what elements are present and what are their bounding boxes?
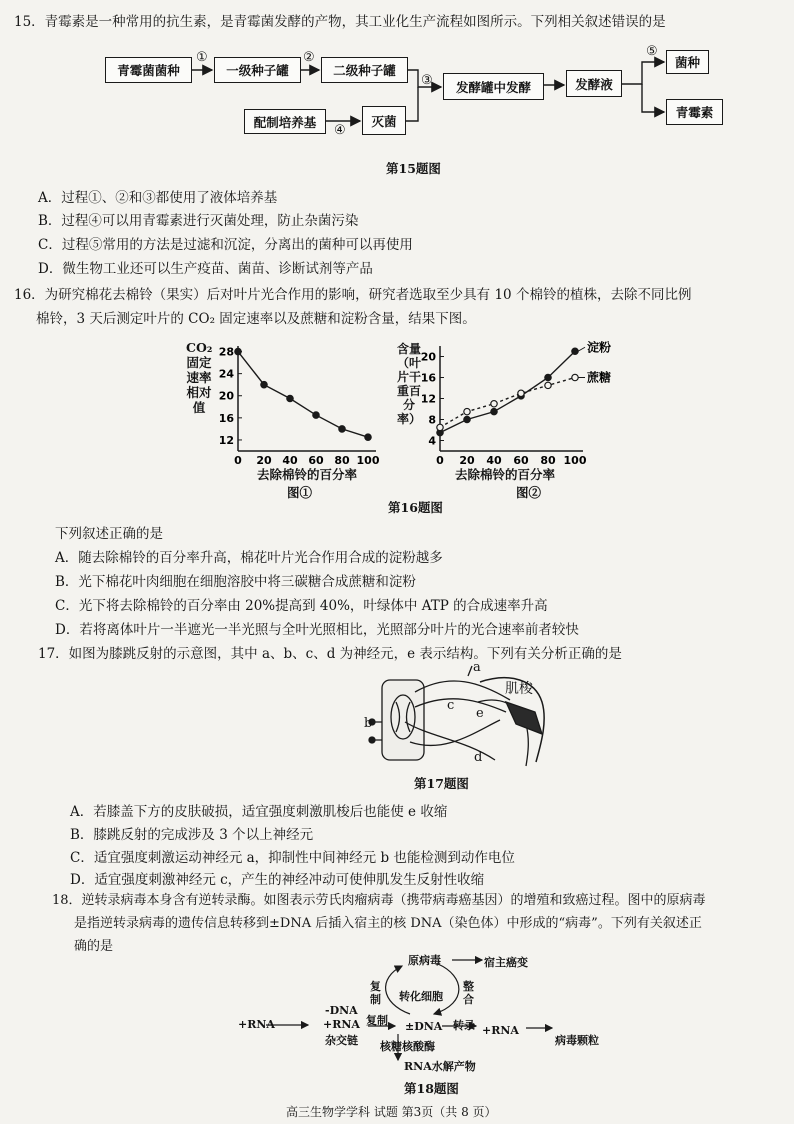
q16-stem-line1: 16．为研究棉花去棉铃（果实）后对叶片光合作用的影响，研究者选取至少具有 10 个棉铃的植株，去除不同比例 xyxy=(14,287,692,303)
y-tick-label: 16 xyxy=(218,411,234,425)
chart1-fig-label: 图① xyxy=(287,485,313,500)
q18-stem-line3: 确的是 xyxy=(74,939,114,954)
q15-option-a: A．过程①、②和③都使用了液体培养基 xyxy=(38,190,278,206)
y-tick-label: 16 xyxy=(420,371,436,385)
page-footer: 高三生物学学科 试题 第3页（共 8 页） xyxy=(286,1105,497,1119)
data-point xyxy=(313,412,319,418)
minus-dna-label: -DNA xyxy=(325,1004,358,1017)
x-tick-label: 80 xyxy=(334,454,350,467)
q15-caption: 第15题图 xyxy=(386,161,441,176)
q16-option-d: D．若将离体叶片一半遮光一半光照与全叶光照相比，光照部分叶片的光合速率前者较快 xyxy=(55,622,579,638)
q16-lead: 下列叙述正确的是 xyxy=(55,526,163,542)
q16-stem-line2: 棉铃，3 天后测定叶片的 CO₂ 固定速率以及蔗糖和淀粉含量，结果下图。 xyxy=(36,311,476,327)
x-tick-label: 40 xyxy=(282,454,298,467)
x-tick-label: 100 xyxy=(356,454,380,467)
flow-step-3: ③ xyxy=(421,73,433,88)
y-tick-label: 4 xyxy=(428,434,436,448)
data-point xyxy=(491,401,497,407)
q16-option-b: B．光下棉花叶肉细胞在细胞溶胶中将三碳糖合成蔗糖和淀粉 xyxy=(55,574,416,590)
chart2-fig-label: 图② xyxy=(516,485,542,500)
data-point xyxy=(545,374,551,380)
axes xyxy=(219,346,380,467)
x-tick-label: 60 xyxy=(513,454,529,467)
q15-option-d: D．微生物工业还可以生产疫苗、菌苗、诊断试剂等产品 xyxy=(38,261,373,277)
x-tick-label: 60 xyxy=(308,454,324,467)
virus-particle-label: 病毒颗粒 xyxy=(555,1034,599,1047)
x-tick-label: 100 xyxy=(563,454,587,467)
series-line xyxy=(440,378,575,428)
q15-stem: 15．青霉素是一种常用的抗生素，是青霉菌发酵的产物，其工业化生产流程如图所示。下列相关叙述错误的是 xyxy=(14,14,666,30)
x-tick-label: 0 xyxy=(436,454,444,467)
plus-rna-label: +RNA xyxy=(238,1018,275,1031)
q17-option-a: A．若膝盖下方的皮肤破损，适宜强度刺激肌梭后也能使 e 收缩 xyxy=(70,804,448,820)
y-tick-label: 28 xyxy=(218,345,234,359)
data-point xyxy=(287,395,293,401)
rna-product-label: RNA水解产物 xyxy=(404,1060,476,1073)
y-tick-label: 8 xyxy=(428,413,436,427)
chart2-ylabel: 含量（叶片干重百分率） xyxy=(396,342,421,426)
q16-option-a: A．随去除棉铃的百分率升高，棉花叶片光合作用合成的淀粉越多 xyxy=(55,550,443,566)
flow-box-broth: 发酵液 xyxy=(566,70,622,97)
y-tick-label: 24 xyxy=(218,367,234,381)
label-d: d xyxy=(474,750,483,765)
q17-option-b: B．膝跳反射的完成涉及 3 个以上神经元 xyxy=(70,827,314,843)
data-point xyxy=(572,374,578,380)
transcribe-label: 转录 xyxy=(453,1019,475,1032)
chart1-ylabel: CO₂固定速率相对值 xyxy=(186,340,213,415)
chart2-plot xyxy=(412,336,652,486)
data-point xyxy=(365,434,371,440)
data-point xyxy=(491,408,497,414)
chart2-xlabel: 去除棉铃的百分率 xyxy=(455,467,556,482)
q18-stem-line1: 18．逆转录病毒本身含有逆转录酶。如图表示劳氏肉瘤病毒（携带病毒癌基因）的增殖和致癌过程。图中的原病毒 xyxy=(52,893,706,908)
flow-box-secondary-tank: 二级种子罐 xyxy=(321,57,408,83)
flow-box-medium: 配制培养基 xyxy=(244,109,326,134)
data-point xyxy=(437,424,443,430)
x-tick-label: 80 xyxy=(540,454,556,467)
series-0 xyxy=(235,348,371,440)
label-e: e xyxy=(476,706,484,721)
plus-rna3-label: +RNA xyxy=(482,1024,519,1037)
label-muscle-spindle: 肌梭 xyxy=(505,681,533,697)
q17-option-c: C．适宜强度刺激运动神经元 a，抑制性中间神经元 b 也能检测到动作电位 xyxy=(70,850,515,866)
rnase-label: 核糖核酸酶 xyxy=(380,1040,435,1053)
q15-option-c: C．过程⑤常用的方法是过滤和沉淀，分离出的菌种可以再使用 xyxy=(38,237,413,253)
y-tick-label: 12 xyxy=(420,392,436,406)
chart1-xlabel: 去除棉铃的百分率 xyxy=(257,467,358,482)
data-point xyxy=(464,416,470,422)
pm-dna-label: ±DNA xyxy=(405,1020,443,1033)
flow-step-5: ⑤ xyxy=(646,44,658,59)
x-tick-label: 20 xyxy=(256,454,272,467)
q18-caption: 第18题图 xyxy=(404,1081,459,1096)
q17-stem: 17．如图为膝跳反射的示意图，其中 a、b、c、d 为神经元，e 表示结构。下列有关分析正确的是 xyxy=(38,646,622,662)
flow-box-penicillin: 青霉素 xyxy=(666,99,723,125)
data-point xyxy=(235,348,241,354)
flow-box-fermentation: 发酵罐中发酵 xyxy=(443,73,544,100)
series-label: 淀粉 xyxy=(587,340,612,355)
integrate-label: 整合 xyxy=(463,980,474,1006)
flow-step-1: ① xyxy=(196,50,208,65)
flow-box-strain: 青霉菌菌种 xyxy=(105,57,192,83)
flow-step-4: ④ xyxy=(334,123,346,138)
x-tick-label: 40 xyxy=(486,454,502,467)
plus-rna2-label: +RNA xyxy=(323,1018,360,1031)
copy-label: 复制 xyxy=(370,980,381,1006)
hybrid-label: 杂交链 xyxy=(325,1034,358,1047)
data-point xyxy=(261,381,267,387)
chart1-plot xyxy=(200,336,400,486)
q17-caption: 第17题图 xyxy=(414,776,469,791)
copy2-label: 复制 xyxy=(366,1014,388,1027)
q16-option-c: C．光下将去除棉铃的百分率由 20%提高到 40%，叶绿体中 ATP 的合成速率升高 xyxy=(55,598,548,614)
q16-caption: 第16题图 xyxy=(388,500,443,515)
series-label: 蔗糖 xyxy=(587,370,612,385)
transformed-cell-label: 转化细胞 xyxy=(399,990,443,1003)
q15-option-b: B．过程④可以用青霉素进行灭菌处理，防止杂菌污染 xyxy=(38,213,359,229)
q17-option-d: D．适宜强度刺激神经元 c，产生的神经冲动可使伸肌发生反射性收缩 xyxy=(70,872,485,888)
data-point xyxy=(339,426,345,432)
legend-leader xyxy=(578,347,585,351)
label-c: c xyxy=(447,698,455,713)
series-line xyxy=(440,351,575,432)
series-0 xyxy=(437,339,611,436)
data-point xyxy=(572,348,578,354)
data-point xyxy=(545,382,551,388)
x-tick-label: 0 xyxy=(234,454,242,467)
provirus-label: 原病毒 xyxy=(408,954,441,967)
y-tick-label: 20 xyxy=(218,389,234,403)
x-tick-label: 20 xyxy=(459,454,475,467)
data-point xyxy=(464,408,470,414)
data-point xyxy=(518,390,524,396)
flow-arrows xyxy=(0,0,794,170)
flow-step-2: ② xyxy=(303,50,315,65)
y-tick-label: 20 xyxy=(420,350,436,364)
host-cancer-label: 宿主癌变 xyxy=(484,956,528,969)
q18-stem-line2: 是指逆转录病毒的遗传信息转移到±DNA 后插入宿主的核 DNA（染色体）中形成的“病毒”。下列有关叙述正 xyxy=(74,916,702,931)
y-tick-label: 12 xyxy=(218,433,234,447)
series-line xyxy=(238,352,368,438)
flow-box-strain-out: 菌种 xyxy=(666,50,709,74)
label-a: a xyxy=(473,660,481,675)
flow-box-sterilize: 灭菌 xyxy=(362,106,406,135)
flow-box-primary-tank: 一级种子罐 xyxy=(214,57,301,83)
label-b: b xyxy=(364,716,373,731)
